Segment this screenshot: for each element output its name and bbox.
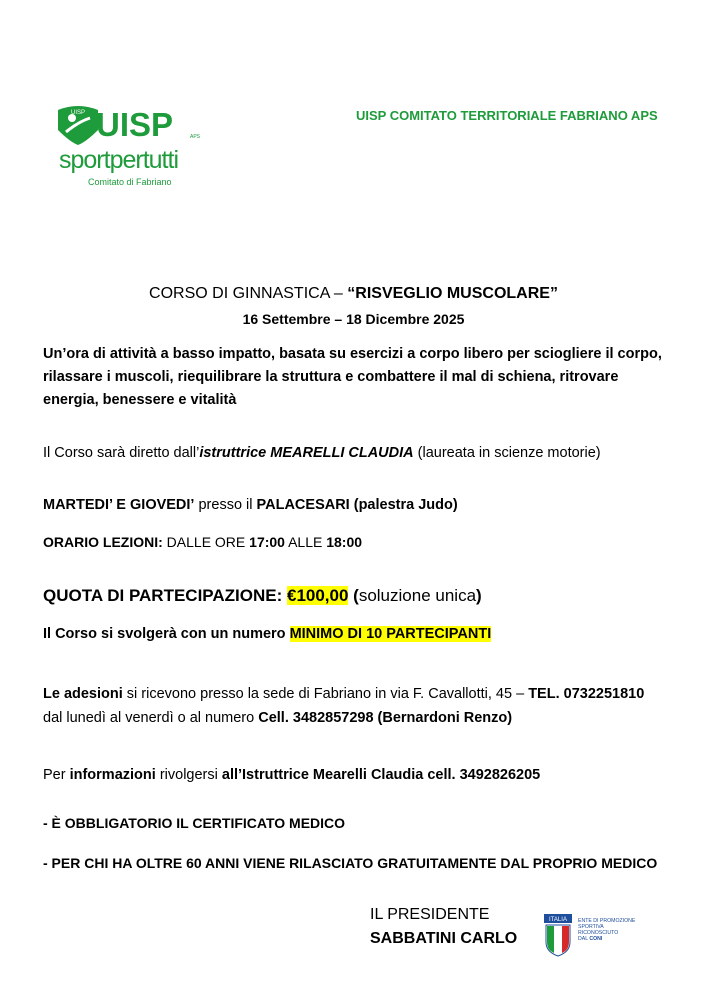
course-dates: 16 Settembre – 18 Dicembre 2025 [242,311,465,327]
info-text-2: rivolgersi [155,767,222,783]
course-description: Un’ora di attività a basso impatto, basata su esercizi a corpo libero per sciogliere il corpo, rilassare i muscoli, riequilibrare la struttura e combattere il mal di schiena, ritrovare energia, benessere e vitalità [43,346,662,408]
info-contact: all’Istruttrice Mearelli Claudia cell. 3492826205 [221,767,541,783]
uisp-badge-icon [56,104,100,146]
italy-shield-icon [542,912,652,962]
coni-line-1: ENTE DI PROMOZIONE [578,918,636,924]
quota-note: soluzione unica [358,586,477,605]
coni-coni: CONI [589,936,603,942]
note-certificato: - È OBBLIGATORIO IL CERTIFICATO MEDICO [43,815,346,831]
schedule-days-line [43,497,458,513]
coni-badge [542,912,652,962]
aps-mini-label: APS [190,134,201,140]
uisp-wordmark: UISP [96,106,174,143]
course-title-name: “RISVEGLIO MUSCOLARE” [347,285,558,302]
course-title [0,285,707,303]
adesioni-tel: TEL. 0732251810 [528,686,645,702]
course-title-prefix: CORSO DI GINNASTICA – [149,285,348,302]
minimo-text: Il Corso si svolgerà con un numero [43,626,290,642]
instructor-line [43,445,601,461]
signature-name: SABBATINI CARLO [370,930,518,947]
uisp-logo [56,104,216,194]
note-over60: - PER CHI HA OLTRE 60 ANNI VIENE RILASCIATO GRATUITAMENTE DAL PROPRIO MEDICO [43,855,658,871]
badge-text: UISP [70,110,86,116]
info-line [43,767,540,783]
signature-title: IL PRESIDENTE [370,906,490,923]
schedule-place: PALACESARI (palestra Judo) [256,497,458,513]
orario-label: ORARIO LEZIONI: [43,534,163,550]
instructor-text-2: (laureata in scienze motorie) [413,445,601,461]
instructor-text-1: Il Corso sarà diretto dall’ [43,445,200,461]
coni-line-2: SPORTIVA [578,924,604,930]
info-keyword: informazioni [69,767,156,783]
info-text-1: Per [43,767,70,783]
adesioni-cell: Cell. 3482857298 (Bernardoni Renzo) [258,710,513,726]
coni-line-4 [578,936,603,942]
instructor-name: istruttrice MEARELLI CLAUDIA [199,445,414,461]
orario-line [43,534,362,550]
orario-alle: ALLE [284,534,327,550]
coni-dal: DAL [578,936,590,942]
coni-country: ITALIA [549,917,567,923]
minimo-line [43,626,491,642]
adesioni-text-2: dal lunedì al venerdì o al numero [43,710,259,726]
orario-start: 17:00 [249,534,285,550]
quota-paren-close: ) [476,586,482,605]
header-org-name: UISP COMITATO TERRITORIALE FABRIANO APS [356,108,658,123]
orario-end: 18:00 [326,534,363,550]
orario-dalle: DALLE ORE [162,534,250,550]
adesioni-line-2 [43,710,512,726]
minimo-highlight: MINIMO DI 10 PARTECIPANTI [289,626,492,642]
quota-line [43,586,482,606]
coni-line-3: RICONOSCIUTO [578,930,619,936]
adesioni-label: Le adesioni [43,686,123,702]
sportpertutti-tagline: sportpertutti [59,146,179,174]
quota-label: QUOTA DI PARTECIPAZIONE: [43,586,287,605]
quota-price: €100,00 [286,586,349,605]
schedule-presso: presso il [194,497,257,513]
schedule-days: MARTEDI’ E GIOVEDI’ [43,497,195,513]
adesioni-line-1 [43,686,644,702]
comitato-label: Comitato di Fabriano [88,177,172,187]
adesioni-text-1: si ricevono presso la sede di Fabriano in via F. Cavallotti, 45 – [122,686,529,702]
quota-paren-open: ( [348,586,359,605]
